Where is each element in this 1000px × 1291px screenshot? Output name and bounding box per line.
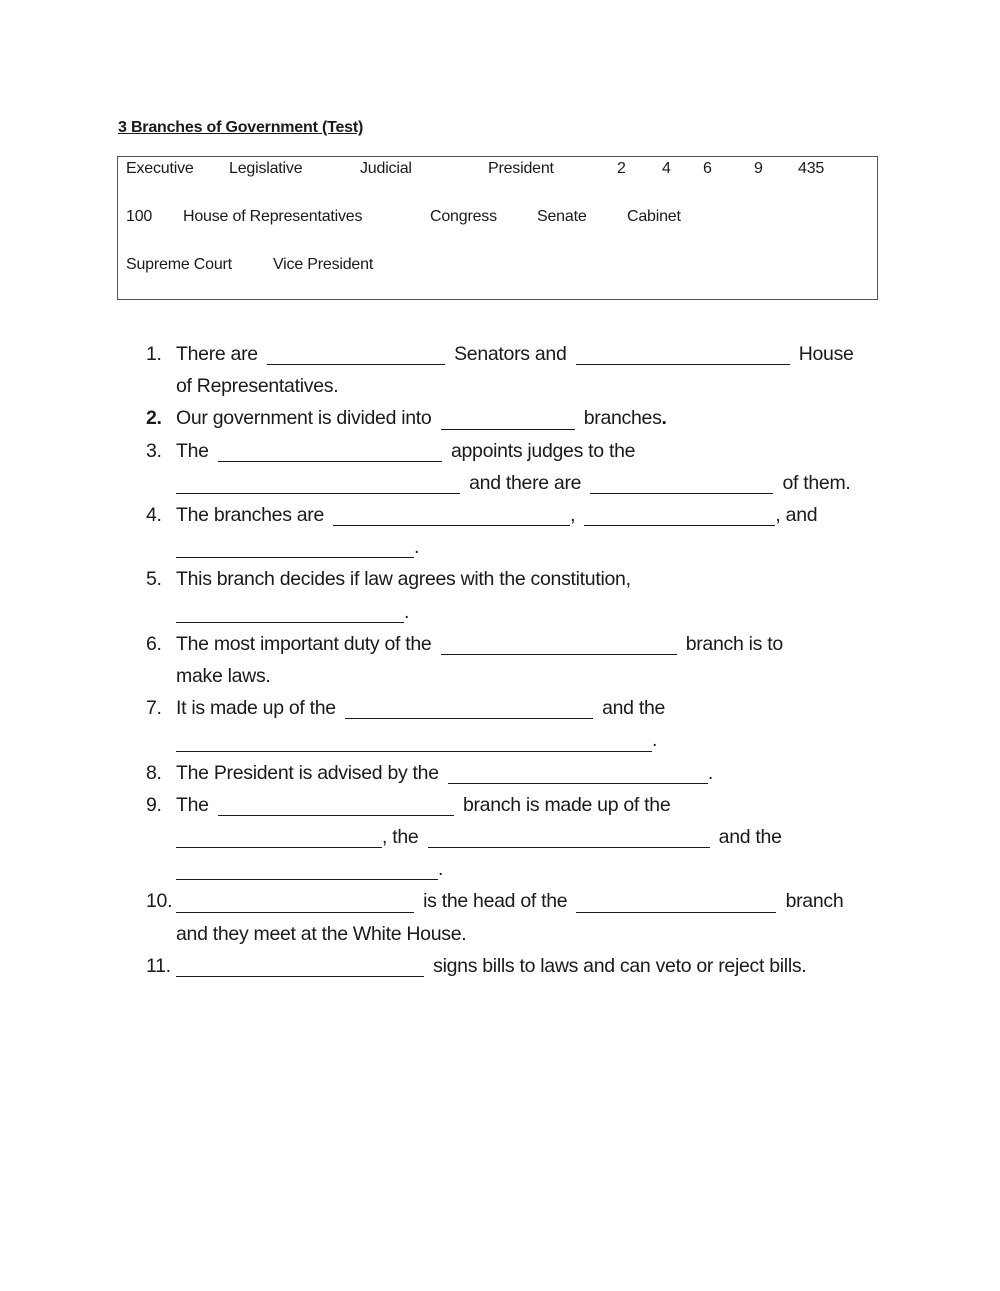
question-text: . [661, 407, 667, 430]
question-text: branch is to [680, 632, 783, 655]
question-text: appoints judges to the [445, 439, 636, 462]
question-text: There are [176, 343, 263, 365]
question-number: 10. [146, 890, 173, 913]
question-text: , [570, 504, 581, 527]
question-number: 11. [146, 954, 171, 977]
answer-blank[interactable] [441, 409, 575, 430]
question-text: This branch decides if law agrees with the constitution, [176, 568, 631, 591]
word-bank-item: President [488, 160, 554, 177]
question-text: is the head of the [418, 890, 573, 913]
word-bank-item: 4 [662, 160, 671, 177]
question-number: 6. [146, 632, 162, 655]
question-text: make laws. [176, 665, 271, 688]
word-bank-item: 2 [617, 160, 626, 177]
answer-blank[interactable] [590, 473, 773, 494]
question-list [146, 338, 886, 982]
question-text: The most important duty of the [176, 632, 437, 655]
question-3 [146, 435, 886, 499]
question-number: 8. [146, 761, 162, 784]
question-6 [146, 628, 886, 692]
word-bank-item: 100 [126, 208, 153, 225]
answer-blank[interactable] [441, 634, 677, 655]
question-text: . [438, 858, 444, 881]
question-text: House [793, 343, 854, 365]
word-bank-item: Vice President [273, 256, 374, 273]
question-number: 4. [146, 504, 162, 527]
question-1 [146, 338, 886, 402]
question-9 [146, 789, 886, 886]
answer-blank[interactable] [576, 892, 776, 913]
answer-blank[interactable] [176, 859, 438, 880]
word-bank-item: Executive [126, 160, 194, 177]
answer-blank[interactable] [345, 698, 593, 719]
question-text: Senators and [448, 343, 572, 365]
question-text: The President is advised by the [176, 761, 444, 784]
word-bank-item: House of Representatives [183, 208, 363, 225]
word-bank-item: Congress [430, 208, 497, 225]
question-5 [146, 563, 886, 627]
answer-blank[interactable] [176, 956, 424, 977]
question-text: The [176, 439, 214, 462]
question-text: and the [713, 826, 782, 849]
question-text: branch [780, 890, 844, 913]
answer-blank[interactable] [267, 344, 445, 365]
question-text: . [707, 761, 714, 784]
question-text: signs bills to laws and can veto or reject bills. [428, 954, 807, 977]
question-text: It is made up of the [176, 697, 341, 720]
question-text: , the [382, 826, 424, 849]
question-number: 7. [146, 697, 162, 720]
question-number: 3. [146, 439, 162, 462]
question-text: and the [596, 697, 666, 720]
question-8 [146, 757, 886, 789]
answer-blank[interactable] [333, 505, 570, 526]
question-text: Our government is divided into [176, 407, 437, 430]
question-text: . [652, 729, 658, 752]
answer-blank[interactable] [176, 731, 652, 752]
question-11 [146, 950, 886, 982]
answer-blank[interactable] [176, 892, 414, 913]
question-text: branches [578, 407, 662, 430]
question-number: 9. [146, 793, 162, 816]
question-2 [146, 402, 886, 434]
question-number: 5. [146, 568, 162, 591]
word-bank-item: Cabinet [627, 208, 681, 225]
word-bank-item: Legislative [229, 160, 303, 177]
question-text: of them. [777, 471, 851, 494]
answer-blank[interactable] [218, 441, 442, 462]
question-text: . [414, 536, 420, 559]
word-bank-item: Judicial [360, 160, 412, 177]
answer-blank[interactable] [176, 537, 414, 558]
question-4 [146, 499, 886, 563]
word-bank [117, 156, 878, 300]
question-number: 1. [146, 343, 162, 365]
answer-blank[interactable] [584, 505, 775, 526]
question-text: of Representatives. [176, 375, 339, 398]
word-bank-item: Supreme Court [126, 256, 232, 273]
question-text: and they meet at the White House. [176, 922, 467, 945]
answer-blank[interactable] [176, 473, 460, 494]
word-bank-item: 6 [703, 160, 712, 177]
question-text: branch is made up of the [457, 793, 671, 816]
question-7 [146, 692, 886, 756]
answer-blank[interactable] [448, 763, 708, 784]
answer-blank[interactable] [576, 344, 790, 365]
question-text: , and [775, 504, 818, 527]
answer-blank[interactable] [176, 602, 404, 623]
answer-blank[interactable] [218, 795, 454, 816]
answer-blank[interactable] [428, 827, 710, 848]
question-text: . [404, 600, 410, 623]
worksheet-title: 3 Branches of Government (Test) [118, 119, 364, 136]
question-number: 2. [146, 407, 162, 430]
question-text: The branches are [176, 504, 330, 527]
question-text: The [176, 793, 214, 816]
word-bank-item: 9 [754, 160, 763, 177]
word-bank-item: 435 [798, 160, 825, 177]
question-text: and there are [464, 471, 587, 494]
question-10 [146, 885, 886, 949]
word-bank-item: Senate [537, 208, 587, 225]
answer-blank[interactable] [176, 827, 382, 848]
